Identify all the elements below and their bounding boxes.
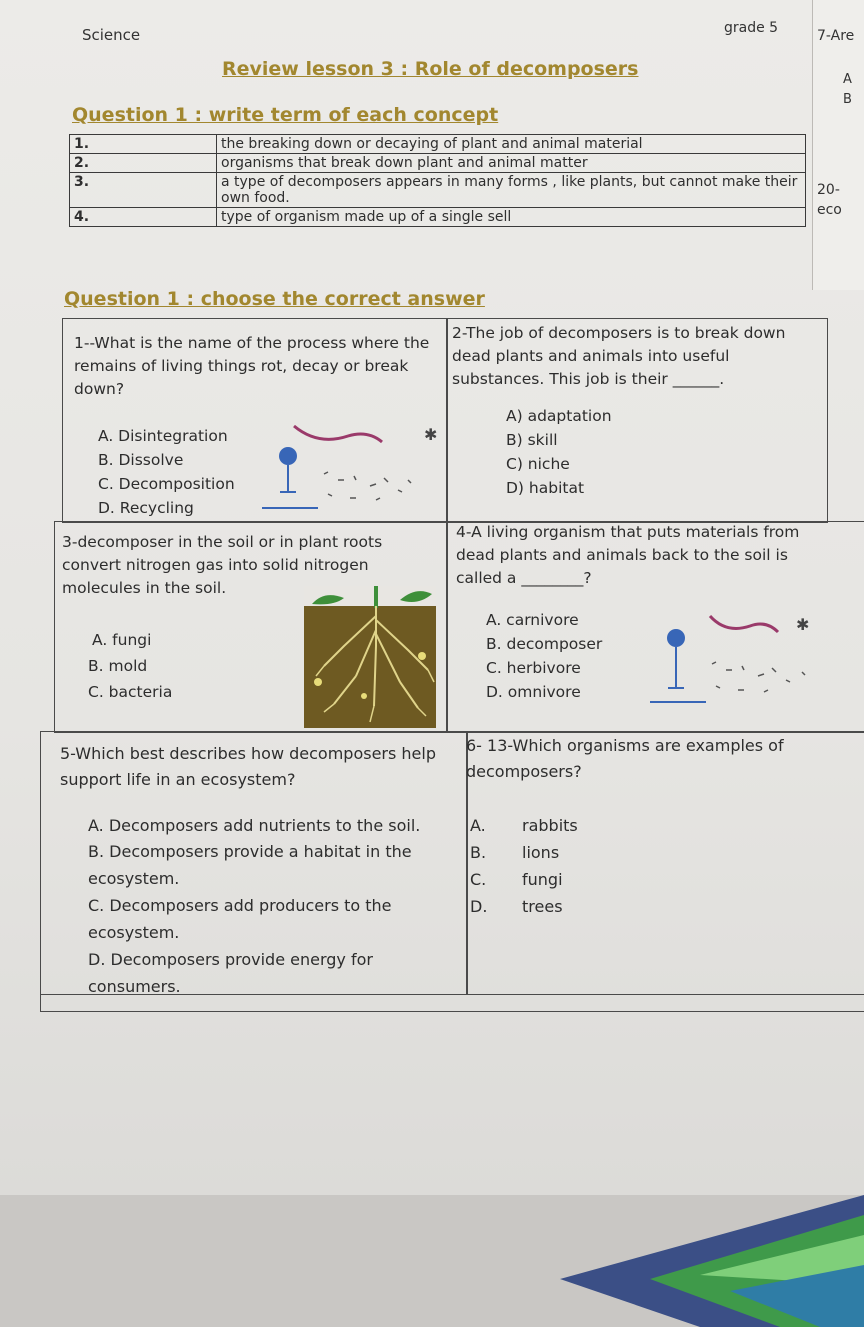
term-row: [70, 208, 806, 227]
soil-roots-illustration: [304, 586, 436, 728]
mcq6-option-b[interactable]: [470, 839, 559, 866]
mcq4-option-c[interactable]: C. herbivore: [486, 659, 581, 677]
term-row: [70, 154, 806, 173]
option-letter: C.: [470, 870, 487, 889]
mcq4-option-a[interactable]: A. carnivore: [486, 611, 579, 629]
mcq-question-6: 6- 13-Which organisms are examples of decomposers?: [466, 736, 784, 781]
mcq2-option-b[interactable]: B) skill: [506, 431, 558, 449]
question1-title: Question 1 : write term of each concept: [72, 104, 499, 126]
book-cover-corner: [0, 1195, 864, 1327]
mcq3-option-c[interactable]: C. bacteria: [88, 683, 173, 701]
mcq5-option-b[interactable]: B. Decomposers provide a habitat in the ecosystem.: [88, 842, 412, 888]
svg-text:✱: ✱: [796, 615, 810, 634]
mcq-question-2: 2-The job of decomposers is to break down dead plants and animals into useful substances. This job is their ______.: [452, 324, 786, 388]
mcq4-option-d[interactable]: D. omnivore: [486, 683, 581, 701]
mcq3-option-a[interactable]: A. fungi: [92, 631, 152, 649]
term-row: [70, 135, 806, 154]
mcq6-option-c[interactable]: [470, 866, 563, 893]
term-row: [70, 173, 806, 208]
subject-label: Science: [82, 26, 141, 44]
mcq5-option-c[interactable]: C. Decomposers add producers to the ecosystem.: [88, 896, 392, 942]
side-text-b: B: [843, 92, 852, 107]
mcq5-option-d[interactable]: D. Decomposers provide energy for consumers.: [88, 950, 373, 996]
side-text-a: A: [843, 72, 852, 87]
mcq2-option-a[interactable]: A) adaptation: [506, 407, 612, 425]
option-text: lions: [522, 843, 560, 862]
option-letter: D.: [470, 897, 488, 916]
option-text: rabbits: [522, 816, 578, 835]
mcq1-option-c[interactable]: C. Decomposition: [98, 475, 235, 493]
mcq-question-4: 4-A living organism that puts materials from dead plants and animals back to the soil is called a ________?: [456, 523, 800, 587]
question2-title: Question 1 : choose the correct answer: [64, 288, 485, 310]
mcq1-option-b[interactable]: B. Dissolve: [98, 451, 184, 469]
side-text-eco: eco: [817, 202, 842, 218]
svg-text:✱: ✱: [424, 425, 438, 444]
mcq-question-3: 3-decomposer in the soil or in plant roots convert nitrogen gas into solid nitrogen molecules in the soil.: [62, 533, 383, 597]
mcq-question-1: 1--What is the name of the process where the remains of living things rot, decay or break down?: [74, 334, 430, 398]
lesson-title: Review lesson 3 : Role of decomposers: [222, 58, 639, 80]
term-number: 4.: [70, 208, 217, 227]
term-number: 1.: [70, 135, 217, 154]
mcq-question-5: 5-Which best describes how decomposers help support life in an ecosystem?: [60, 744, 436, 789]
option-text: trees: [522, 897, 563, 916]
term-number: 2.: [70, 154, 217, 173]
grade-label: grade 5: [724, 20, 779, 36]
option-letter: A.: [470, 816, 486, 835]
term-definition: type of organism made up of a single sell: [217, 208, 806, 227]
term-definition: the breaking down or decaying of plant and animal material: [217, 135, 806, 154]
mcq1-option-d[interactable]: D. Recycling: [98, 499, 194, 517]
terms-table: [69, 134, 806, 227]
option-letter: B.: [470, 843, 487, 862]
term-definition: organisms that break down plant and animal matter: [217, 154, 806, 173]
mcq3-option-b[interactable]: B. mold: [88, 657, 148, 675]
next-page-edge: [812, 0, 864, 290]
mcq6-option-d[interactable]: [470, 893, 563, 920]
decomposer-illustration-1: [258, 420, 448, 518]
mcq5-option-a[interactable]: A. Decomposers add nutrients to the soil.: [88, 816, 421, 835]
decomposer-illustration-2: [646, 608, 836, 706]
mcq2-option-c[interactable]: C) niche: [506, 455, 570, 473]
mcq2-option-d[interactable]: D) habitat: [506, 479, 585, 497]
option-text: fungi: [522, 870, 563, 889]
term-definition: a type of decomposers appears in many forms , like plants, but cannot make their own food.: [217, 173, 806, 208]
side-text-top: 7-Are: [817, 28, 855, 44]
mcq6-option-a[interactable]: [470, 812, 578, 839]
mcq4-option-b[interactable]: B. decomposer: [486, 635, 603, 653]
side-text-20: 20-: [817, 182, 840, 198]
mcq1-option-a[interactable]: A. Disintegration: [98, 427, 228, 445]
term-number: 3.: [70, 173, 217, 208]
